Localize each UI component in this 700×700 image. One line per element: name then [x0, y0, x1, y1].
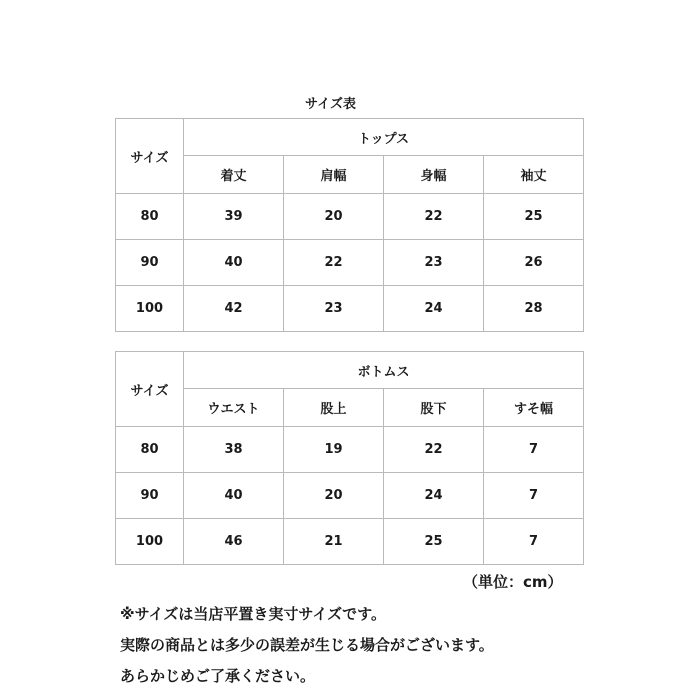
value-cell: 7 [484, 473, 584, 519]
tops-size-table [115, 118, 584, 332]
size-cell: 80 [116, 427, 184, 473]
size-note: 実際の商品とは多少の誤差が生じる場合がございます。 [120, 636, 494, 654]
value-cell: 40 [184, 240, 284, 286]
tops-group-header: トップス [184, 119, 584, 156]
value-cell: 22 [384, 194, 484, 240]
value-cell: 7 [484, 427, 584, 473]
value-cell: 22 [284, 240, 384, 286]
value-cell: 23 [384, 240, 484, 286]
column-header: 身幅 [384, 156, 484, 194]
column-header: 着丈 [184, 156, 284, 194]
bottoms-size-table [115, 351, 584, 565]
table-row [116, 194, 584, 240]
size-note: あらかじめご了承ください。 [120, 667, 316, 685]
value-cell: 26 [484, 240, 584, 286]
value-cell: 20 [284, 194, 384, 240]
value-cell: 25 [484, 194, 584, 240]
column-header: すそ幅 [484, 389, 584, 427]
size-cell: 80 [116, 194, 184, 240]
column-header: 肩幅 [284, 156, 384, 194]
table-row [116, 519, 584, 565]
table-row [116, 473, 584, 519]
column-header: 股上 [284, 389, 384, 427]
size-cell: 100 [116, 286, 184, 332]
table-row [116, 427, 584, 473]
size-cell: 90 [116, 473, 184, 519]
table-row [116, 240, 584, 286]
value-cell: 19 [284, 427, 384, 473]
value-cell: 39 [184, 194, 284, 240]
value-cell: 24 [384, 473, 484, 519]
size-column-header: サイズ [116, 119, 184, 194]
size-cell: 100 [116, 519, 184, 565]
value-cell: 23 [284, 286, 384, 332]
value-cell: 24 [384, 286, 484, 332]
value-cell: 46 [184, 519, 284, 565]
value-cell: 20 [284, 473, 384, 519]
bottoms-group-header: ボトムス [184, 352, 584, 389]
value-cell: 22 [384, 427, 484, 473]
size-column-header: サイズ [116, 352, 184, 427]
value-cell: 7 [484, 519, 584, 565]
column-header: 袖丈 [484, 156, 584, 194]
column-header: 股下 [384, 389, 484, 427]
value-cell: 28 [484, 286, 584, 332]
value-cell: 42 [184, 286, 284, 332]
size-cell: 90 [116, 240, 184, 286]
value-cell: 38 [184, 427, 284, 473]
column-header: ウエスト [184, 389, 284, 427]
value-cell: 40 [184, 473, 284, 519]
value-cell: 25 [384, 519, 484, 565]
size-note: ※サイズは当店平置き実寸サイズです。 [120, 605, 386, 623]
value-cell: 21 [284, 519, 384, 565]
table-row [116, 286, 584, 332]
size-chart-title: サイズ表 [305, 97, 356, 112]
unit-label: （単位：cm） [463, 573, 563, 591]
